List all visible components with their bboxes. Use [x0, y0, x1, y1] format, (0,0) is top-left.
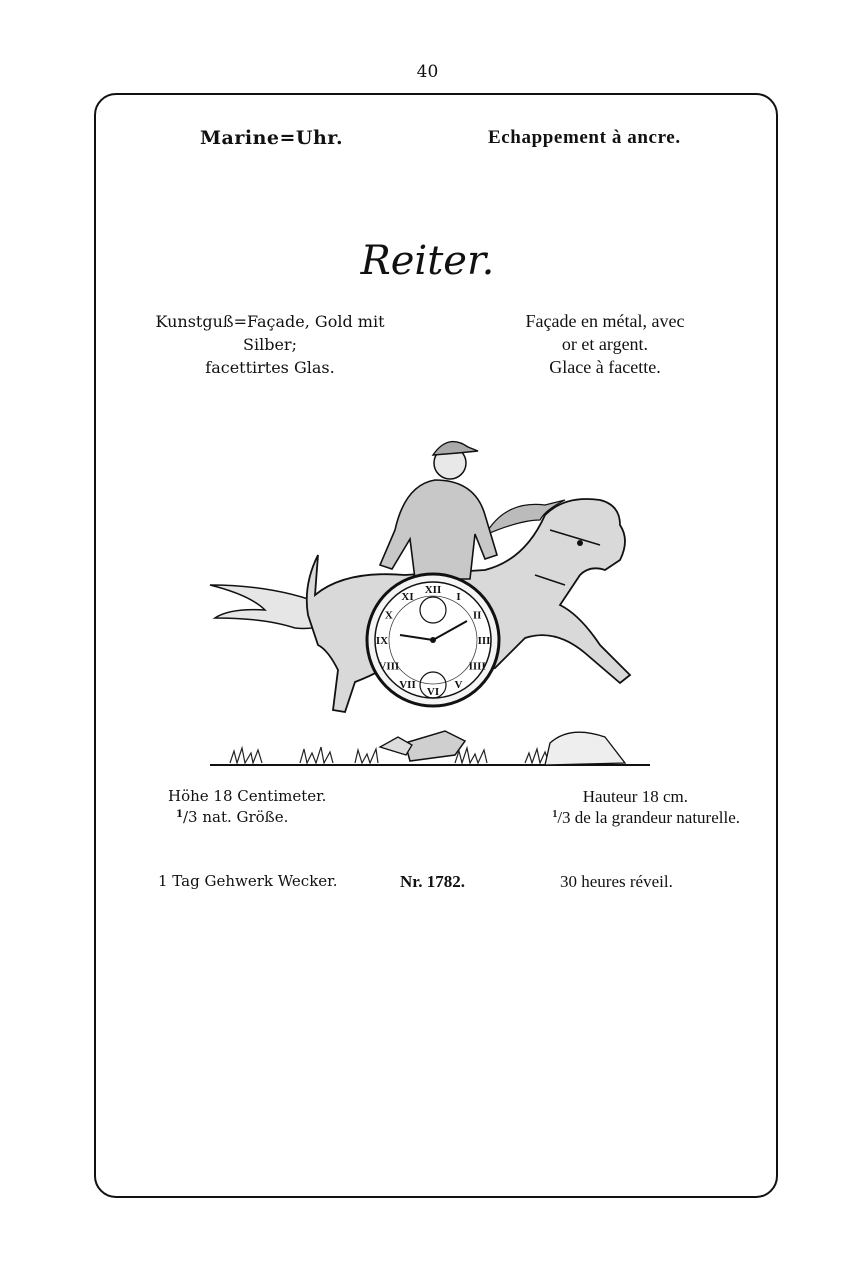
description-german-line: Kunstguß=Façade, Gold mit — [155, 312, 385, 331]
description-french — [480, 310, 730, 379]
size-french — [480, 786, 740, 828]
clock-numeral: VII — [399, 679, 416, 692]
clock-numeral: II — [472, 609, 482, 622]
description-german — [140, 310, 400, 379]
clock-numeral: XI — [401, 590, 414, 603]
size-german-height: Höhe 18 Centimeter. — [168, 787, 327, 805]
size-german-scale-text: /3 nat. Größe. — [182, 808, 289, 826]
clock-numeral: III — [477, 635, 491, 647]
footer-german: 1 Tag Gehwerk Wecker. — [158, 872, 338, 890]
clock-numeral: VI — [426, 686, 440, 698]
clock-numeral: X — [384, 609, 393, 622]
size-french-scale-text: /3 de la grandeur naturelle. — [557, 808, 740, 827]
clock-numeral: V — [454, 679, 463, 692]
horse-rider-clock-illustration — [205, 425, 655, 770]
clock-numeral: IIII — [468, 660, 486, 673]
header-right: Echappement à ancre. — [488, 127, 681, 148]
description-french-line: or et argent. — [561, 334, 649, 354]
header-left: Marine=Uhr. — [200, 127, 344, 149]
clock-numeral: XII — [424, 584, 442, 596]
clock-face — [367, 574, 499, 706]
footer-item-number: Nr. 1782. — [400, 872, 466, 891]
size-german — [168, 786, 326, 828]
clock-numeral: VIII — [378, 660, 400, 673]
footer-french: 30 heures réveil. — [560, 872, 673, 891]
size-german-scale — [168, 807, 326, 828]
description-german-line: Silber; — [243, 335, 297, 354]
size-french-fraction: 1 — [552, 809, 558, 820]
clock-numeral: I — [456, 590, 461, 603]
page-title: Reiter. — [360, 238, 495, 284]
description-french-line: Glace à facette. — [549, 357, 661, 377]
size-french-scale — [480, 807, 740, 828]
size-french-height: Hauteur 18 cm. — [582, 787, 688, 806]
page-number: 40 — [416, 62, 439, 82]
description-french-line: Façade en métal, avec — [525, 311, 685, 331]
description-german-line: facettirtes Glas. — [205, 358, 335, 377]
clock-numeral: IX — [375, 635, 389, 647]
size-german-fraction: 1 — [176, 809, 183, 820]
